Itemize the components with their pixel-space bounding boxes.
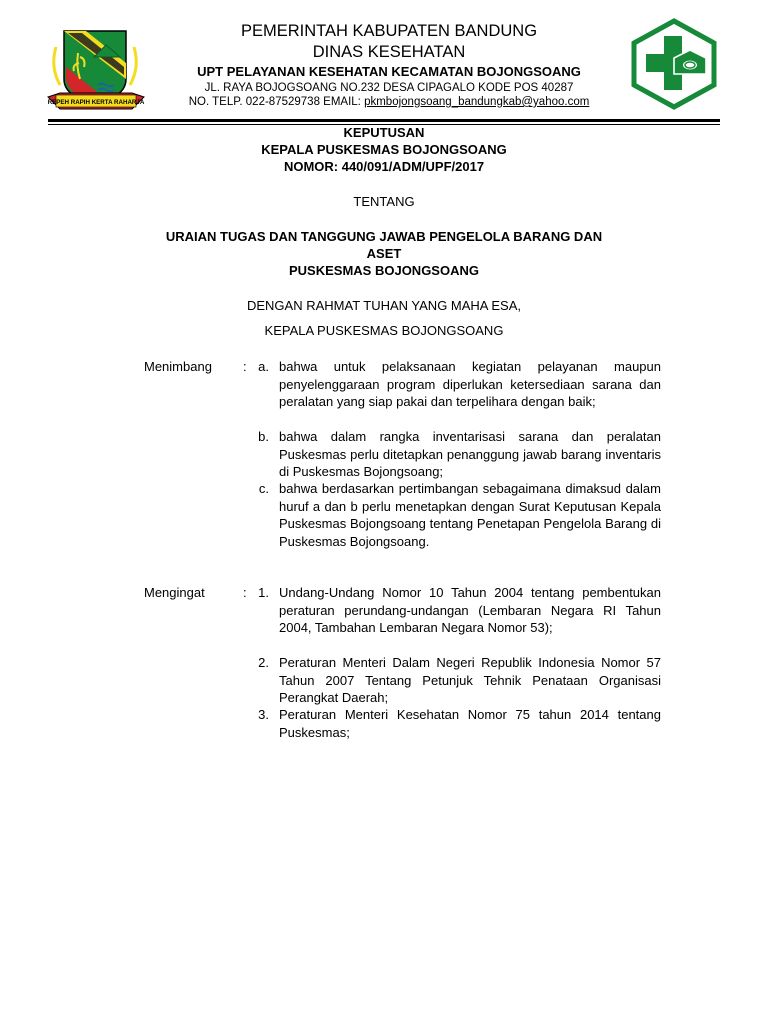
header-unit: UPT PELAYANAN KESEHATAN KECAMATAN BOJONGSOANG	[197, 64, 581, 79]
email-link[interactable]: pkmbojongsoang_bandungkab@yahoo.com	[364, 96, 590, 108]
menimbang-mark-c: c.	[258, 481, 269, 496]
mengingat-mark-1: 1.	[258, 585, 269, 600]
menimbang-item-a: bahwa untuk pelaksanaan kegiatan pelayanan maupun penyelenggaraan program diperlukan ketersediaan sarana dan peralatan yang siap pakai dan terpelihara dengan baik;	[279, 359, 661, 409]
letterhead-rule-thick	[48, 119, 720, 122]
preamble-rahmat: DENGAN RAHMAT TUHAN YANG MAHA ESA,	[246, 298, 521, 313]
header-phone: NO. TELP. 022-87529738 EMAIL:	[188, 96, 365, 108]
menimbang-item-b: bahwa dalam rangka inventarisasi sarana dan peralatan Puskesmas perlu ditetapkan penanggung jawab barang inventaris di Puskesmas Bojongsoang;	[279, 429, 661, 479]
mengingat-item-1: Undang-Undang Nomor 10 Tahun 2004 tentang pembentukan peraturan perundang-undangan (Lembaran Negara RI Tahun 2004, Tambahan Lembaran Negara Nomor 53);	[279, 585, 661, 635]
mengingat-mark-3: 3.	[258, 707, 269, 722]
mengingat-label: Mengingat	[144, 585, 205, 600]
bandung-regency-crest-icon	[46, 27, 146, 113]
mengingat-item-3: Peraturan Menteri Kesehatan Nomor 75 tahun 2014 tentang Puskesmas;	[279, 707, 661, 740]
menimbang-mark-b: b.	[258, 429, 269, 444]
puskesmas-logo-icon	[628, 18, 720, 110]
header-contact	[150, 95, 628, 109]
decree-subject-line3: PUSKESMAS BOJONGSOANG	[289, 263, 479, 278]
mengingat-mark-2: 2.	[258, 655, 269, 670]
decree-number: NOMOR: 440/091/ADM/UPF/2017	[283, 159, 485, 174]
mengingat-item-2: Peraturan Menteri Dalam Negeri Republik Indonesia Nomor 57 Tahun 2007 Tentang Petunjuk Tehnik Penataan Organisasi Perangkat Daerah;	[279, 655, 661, 705]
decree-subject-line1: URAIAN TUGAS DAN TANGGUNG JAWAB PENGELOLA BARANG DAN	[165, 229, 603, 244]
decree-title: KEPUTUSAN	[343, 125, 425, 140]
header-address: JL. RAYA BOJOGSOANG NO.232 DESA CIPAGALO KODE POS 40287	[204, 82, 574, 94]
decree-issuer: KEPALA PUSKESMAS BOJONGSOANG	[261, 142, 507, 157]
decree-subject-line2: ASET	[366, 246, 402, 261]
decree-tentang: TENTANG	[353, 194, 415, 209]
crest-motto: REPEH RAPIH KERTA RAHARJA	[47, 99, 145, 106]
menimbang-label: Menimbang	[144, 359, 212, 374]
header-government: PEMERINTAH KABUPATEN BANDUNG	[240, 22, 538, 40]
menimbang-mark-a: a.	[258, 359, 269, 374]
menimbang-item-c: bahwa berdasarkan pertimbangan sebagaimana dimaksud dalam huruf a dan b perlu menetapkan dengan Surat Keputusan Kepala Puskesmas Bojongsoang tentang Penetapan Pengelola Barang di Puskesmas Bojongsoang.	[279, 481, 661, 549]
preamble-kepala: KEPALA PUSKESMAS BOJONGSOANG	[264, 323, 504, 338]
menimbang-colon: :	[243, 359, 247, 374]
header-department: DINAS KESEHATAN	[312, 43, 466, 61]
mengingat-colon: :	[243, 585, 247, 600]
